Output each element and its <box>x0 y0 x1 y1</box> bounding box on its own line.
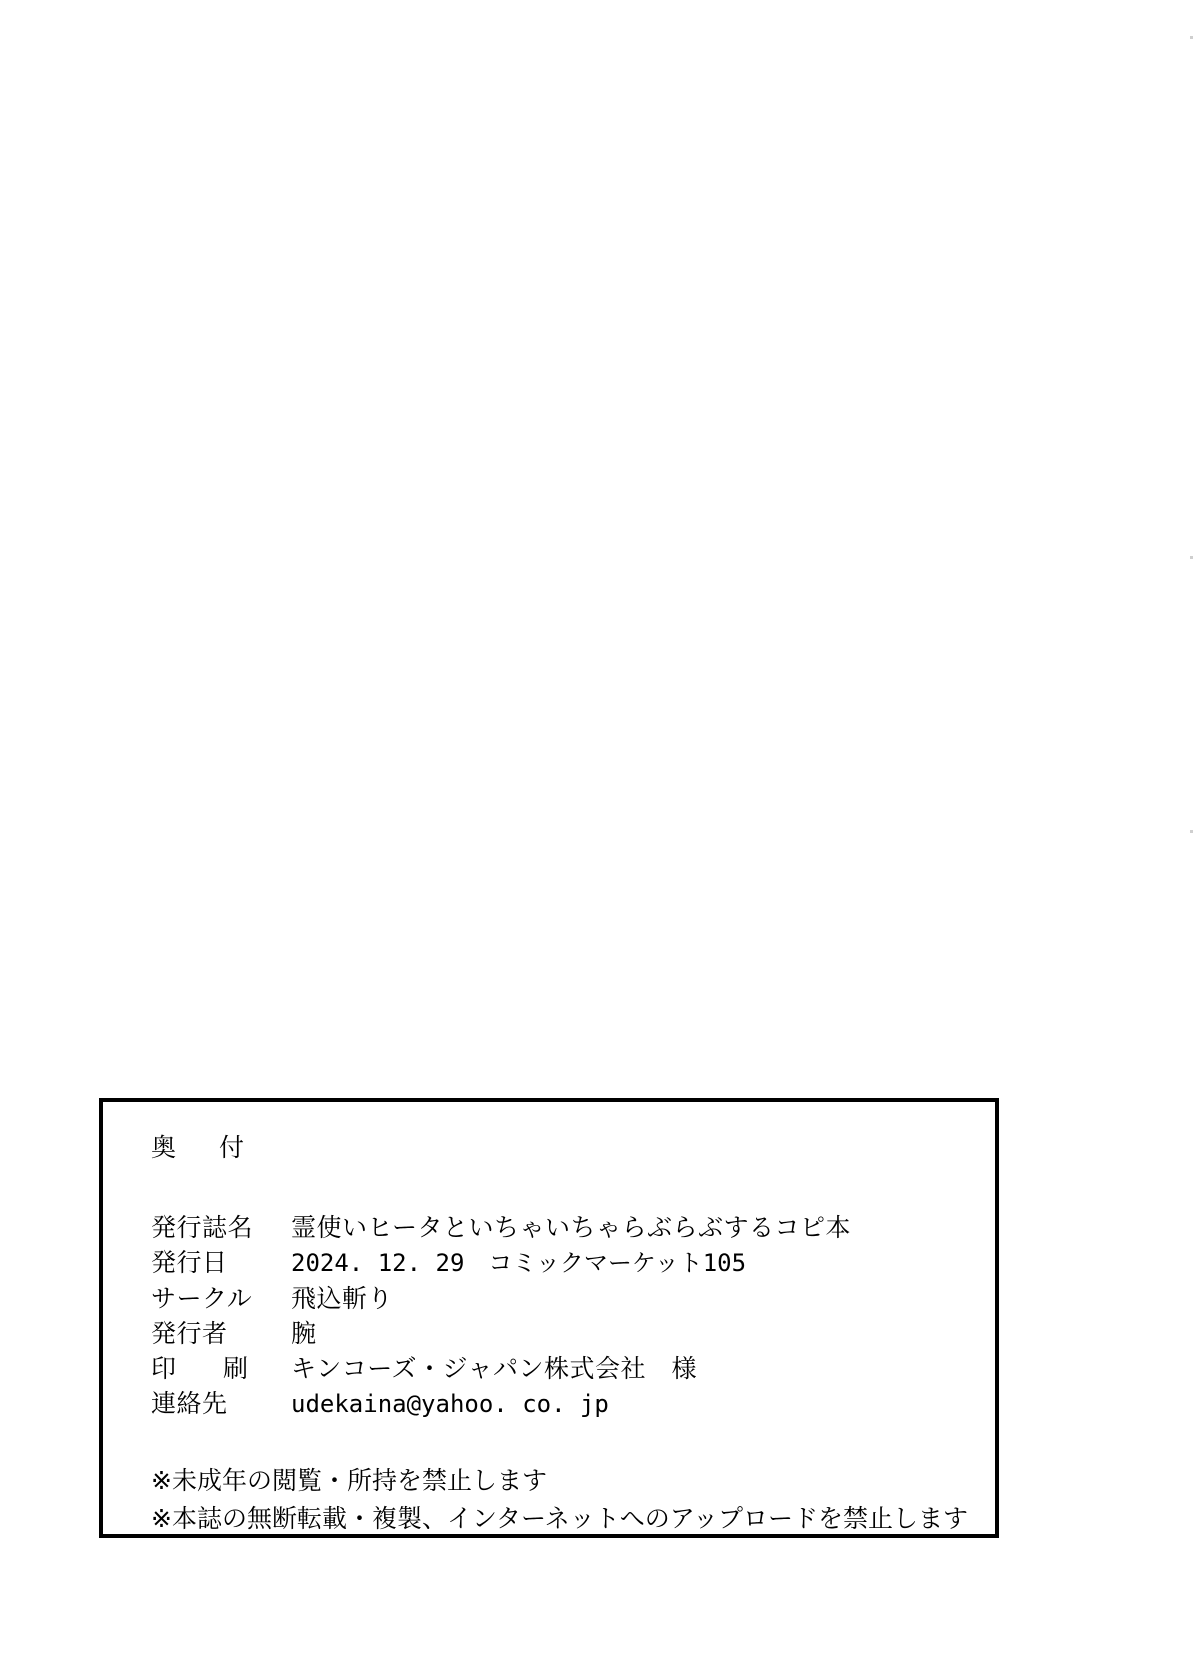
scan-edge-mark <box>1190 830 1193 833</box>
colophon-row <box>151 1386 971 1422</box>
row-label: 連絡先 <box>151 1389 228 1418</box>
scan-edge-mark <box>1190 556 1193 559</box>
row-label: 発行誌名 <box>151 1213 254 1242</box>
colophon-row <box>151 1351 971 1386</box>
row-label: 印 刷 <box>151 1354 260 1383</box>
scan-edge-mark <box>1190 36 1193 39</box>
row-value: 霊使いヒータといちゃいちゃらぶらぶするコピ本 <box>291 1213 852 1242</box>
note-age-restriction: ※未成年の閲覧・所持を禁止します <box>151 1466 547 1495</box>
row-label: サークル <box>151 1284 253 1313</box>
colophon-row <box>151 1316 971 1351</box>
colophon-heading: 奥 付 <box>151 1133 254 1162</box>
colophon-content <box>151 1128 971 1538</box>
colophon-row <box>151 1281 971 1316</box>
colophon-rows <box>151 1210 971 1422</box>
row-label: 発行者 <box>151 1319 228 1348</box>
colophon-box <box>99 1098 999 1538</box>
row-value-email: udekaina@yahoo. co. jp <box>291 1390 609 1418</box>
colophon-notes <box>151 1462 971 1538</box>
colophon-row <box>151 1245 971 1281</box>
colophon-row <box>151 1210 971 1245</box>
row-value: 腕 <box>291 1319 317 1348</box>
row-label: 発行日 <box>151 1248 228 1277</box>
row-value: 飛込斬り <box>291 1284 394 1313</box>
row-value: キンコーズ・ジャパン株式会社 様 <box>291 1354 698 1383</box>
row-value: 2024. 12. 29 コミックマーケット105 <box>291 1249 747 1277</box>
note-redistribution: ※本誌の無断転載・複製、インターネットへのアップロードを禁止します <box>151 1504 968 1533</box>
